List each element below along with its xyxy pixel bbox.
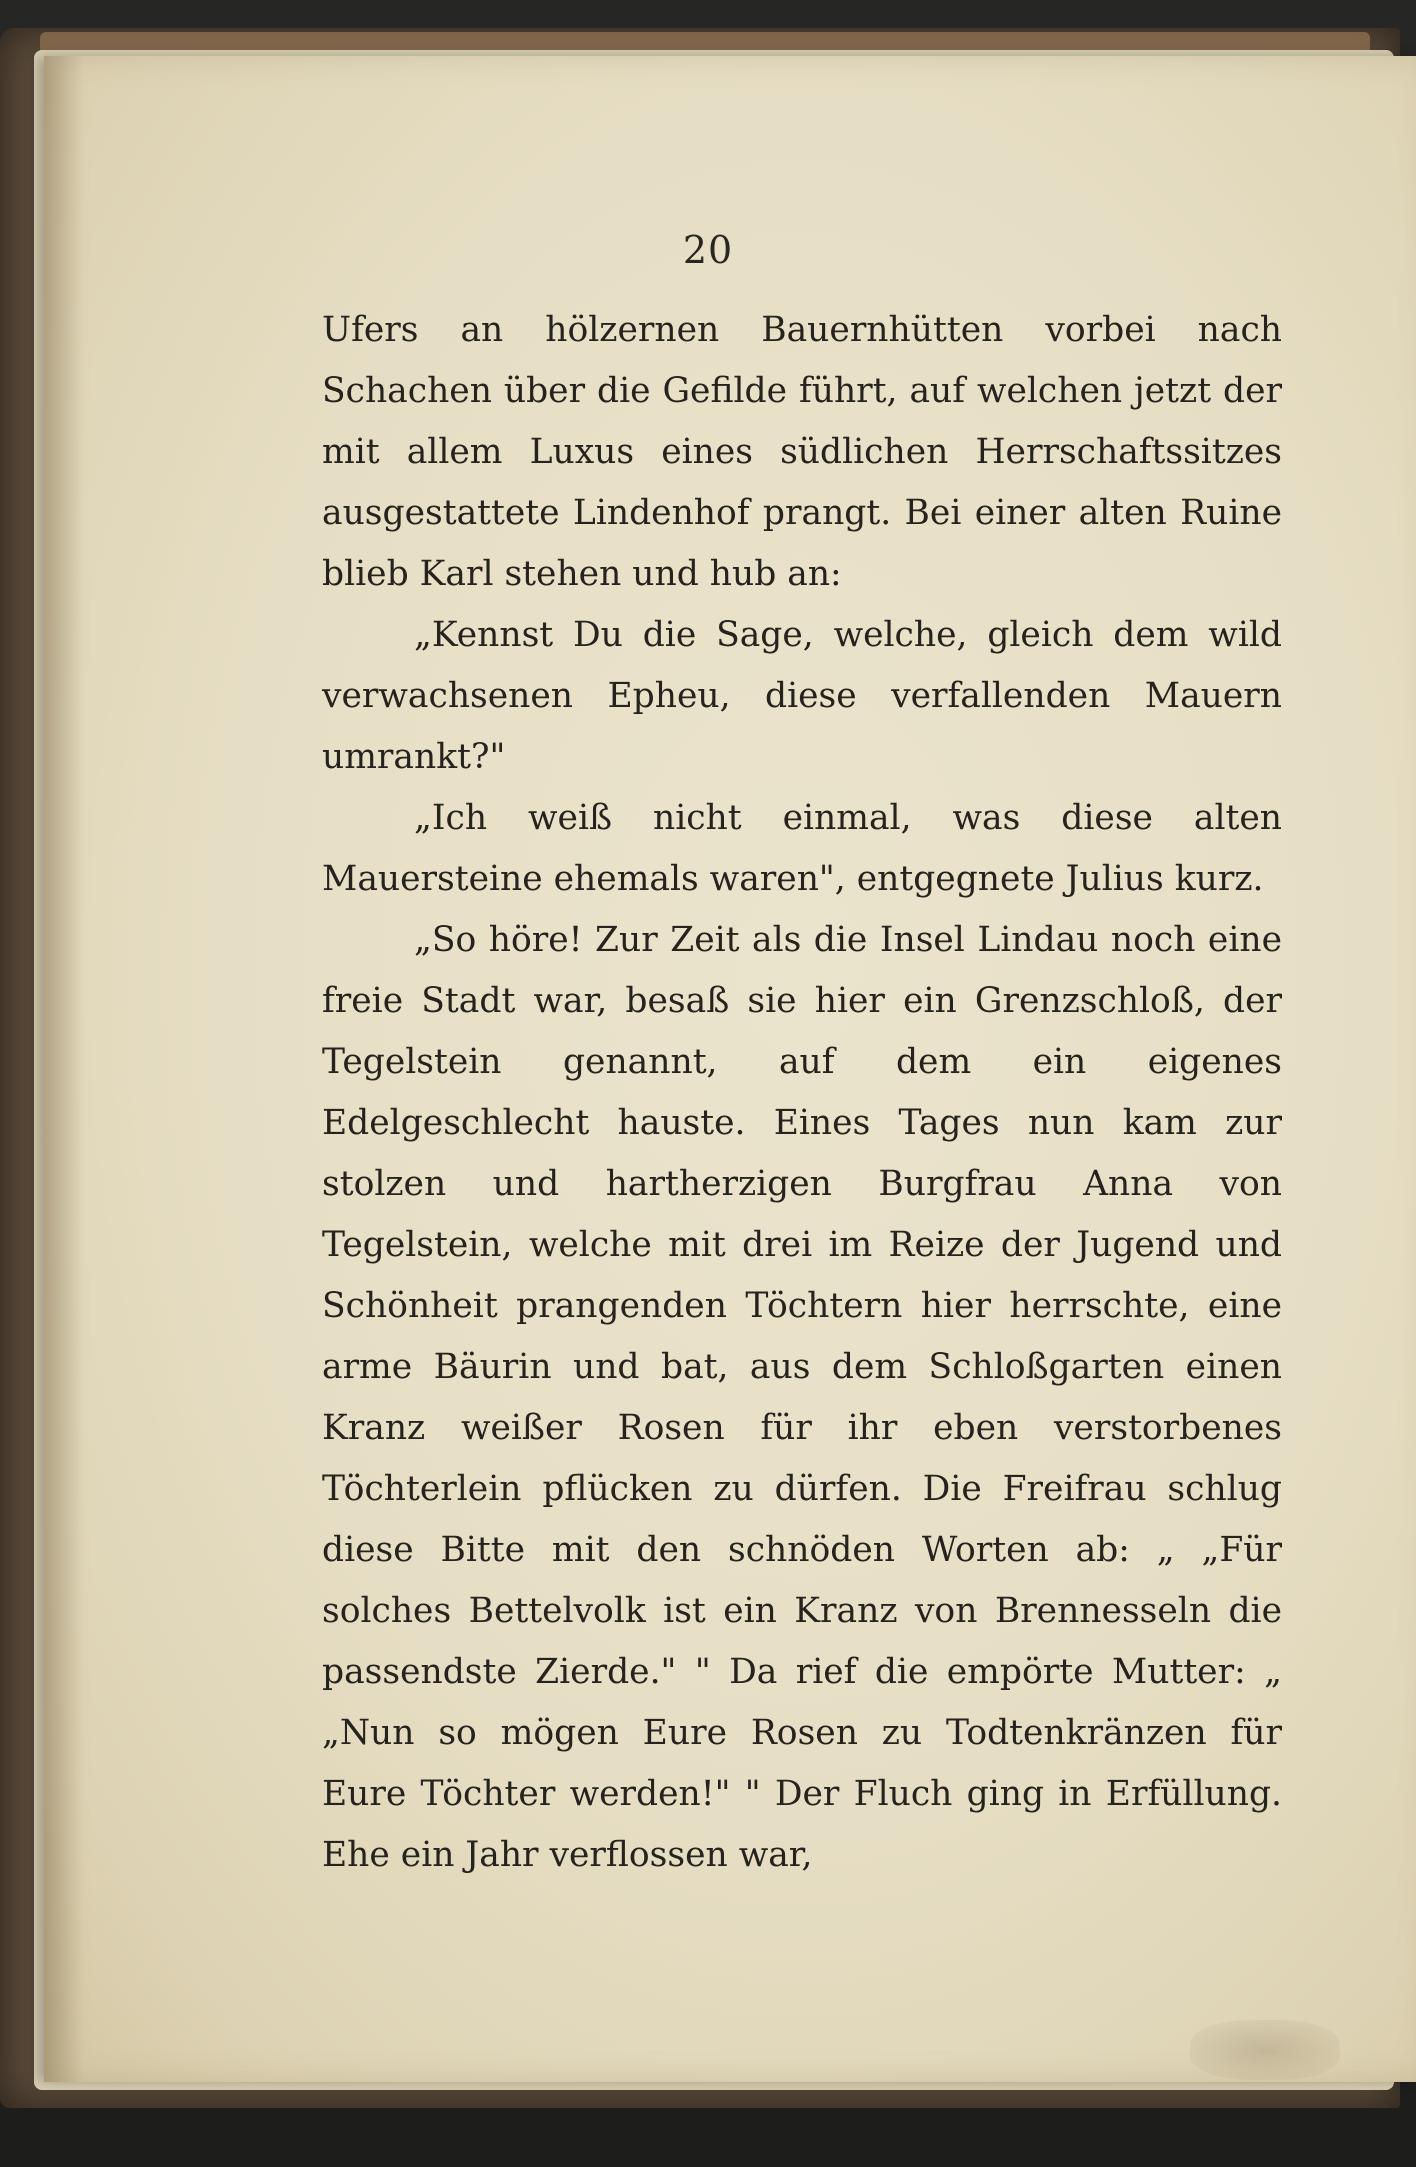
page-gutter-shadow	[44, 56, 84, 2082]
page-stain	[1190, 2020, 1340, 2080]
page-number: 20	[682, 228, 734, 272]
paragraph: „Ich weiß nicht einmal, was diese alten Mauersteine ehemals waren", entgegnete Julius kurz.	[322, 798, 1282, 899]
paragraph: „Kennst Du die Sage, welche, gleich dem wild verwachsenen Epheu, diese verfallenden Mauern umrankt?"	[322, 615, 1282, 777]
paragraph: „So höre! Zur Zeit als die Insel Lindau noch eine freie Stadt war, besaß sie hier ein Grenzschloß, der Tegelstein genannt, auf dem ein eigenes Edelgeschlecht hauste. Eines Tages nun kam zur stolzen und hartherzigen Burgfrau Anna von Tegelstein, welche mit drei im Reize der Jugend und Schönheit prangenden Töchtern hier herrschte, eine arme Bäurin und bat, aus dem Schloßgarten einen Kranz weißer Rosen für ihr eben verstorbenes Töchterlein pflücken zu dürfen. Die Freifrau schlug diese Bitte mit den schnöden Worten ab: „ „Für solches Bettelvolk ist ein Kranz von Brennesseln die passendste Zierde." " Da rief die empörte Mutter: „ „Nun so mögen Eure Rosen zu Todtenkränzen für Eure Töchter werden!" " Der Fluch ging in Erfüllung. Ehe ein Jahr verflossen war,	[322, 920, 1282, 1875]
body-text	[322, 300, 1282, 1886]
paragraph: Ufers an hölzernen Bauernhütten vorbei nach Schachen über die Gefilde führt, auf welchen jetzt der mit allem Luxus eines südlichen Herrschaftssitzes ausgestattete Lindenhof prangt. Bei einer alten Ruine blieb Karl stehen und hub an:	[322, 310, 1282, 594]
